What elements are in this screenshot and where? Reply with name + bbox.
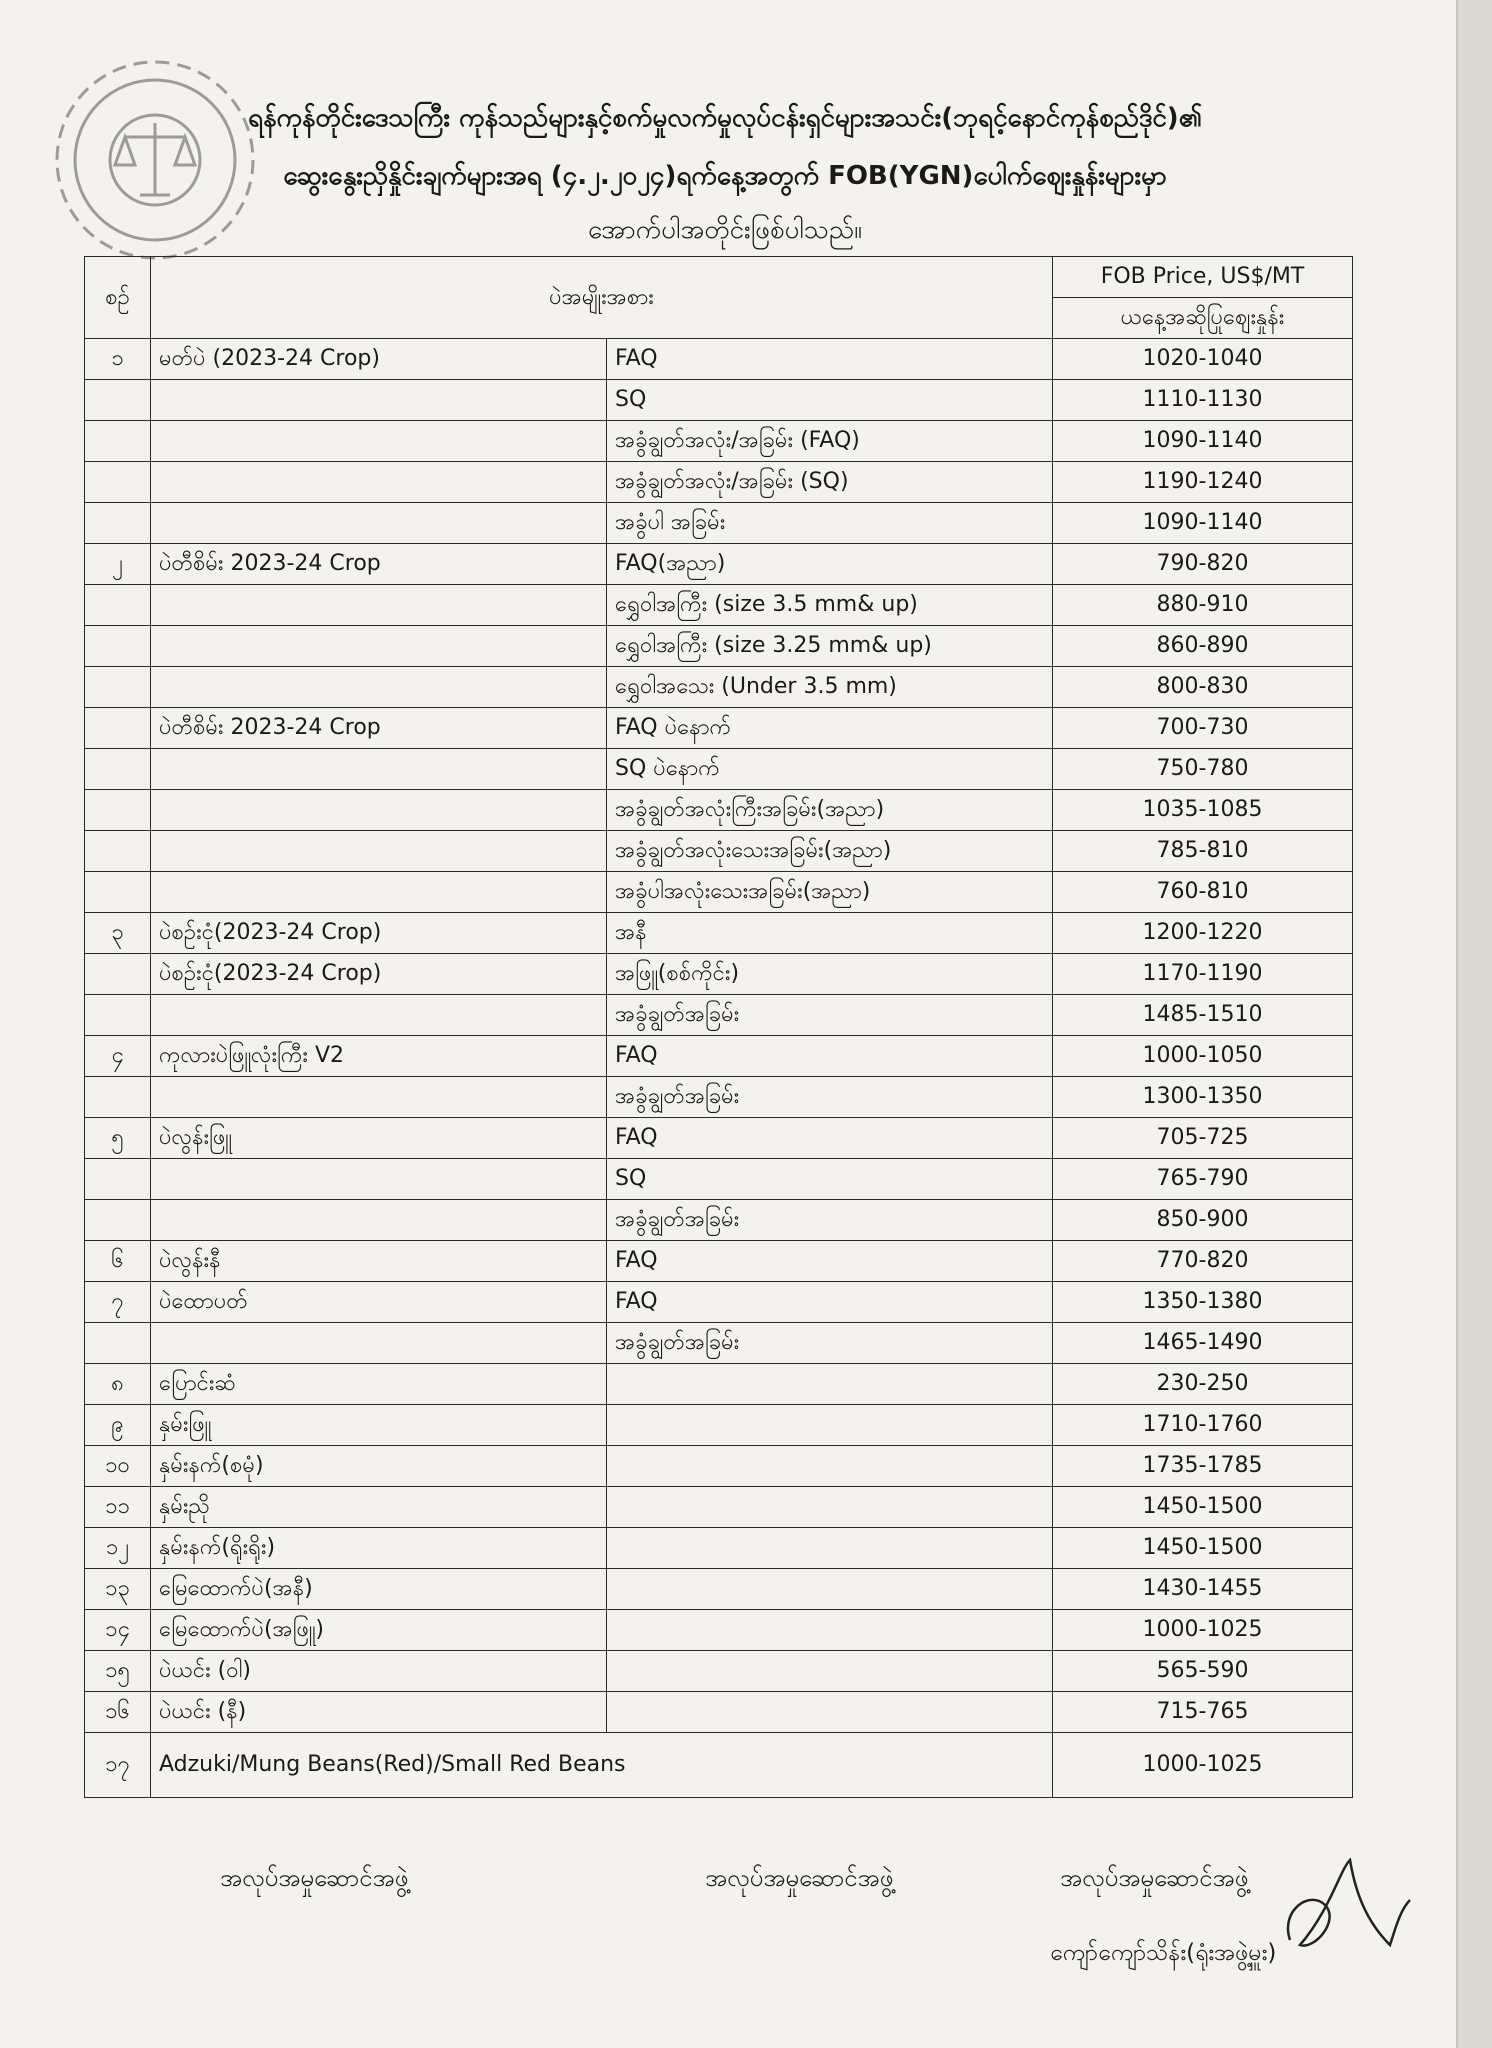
bean-name: ကုလားပဲဖြူလုံးကြီး V2 [151, 1036, 607, 1077]
table-row [85, 503, 1353, 544]
serial-no: ၅ [85, 1118, 151, 1159]
bean-name: ပဲစဉ်းငုံ(2023-24 Crop) [151, 954, 607, 995]
serial-no [85, 831, 151, 872]
price-range: 880-910 [1053, 585, 1353, 626]
grade-name: FAQ [607, 1241, 1053, 1282]
price-range: 715-765 [1053, 1692, 1353, 1733]
serial-no: ၁၇ [85, 1733, 151, 1798]
serial-no [85, 708, 151, 749]
price-range: 750-780 [1053, 749, 1353, 790]
table-row [85, 339, 1353, 380]
table-row [85, 1282, 1353, 1323]
price-range: 1090-1140 [1053, 503, 1353, 544]
table-row [85, 544, 1353, 585]
signature-label-2: အလုပ်အမှုဆောင်အဖွဲ့ [705, 1864, 894, 1892]
grade-name: FAQ [607, 1036, 1053, 1077]
bean-name [151, 1200, 607, 1241]
serial-no: ၁၁ [85, 1487, 151, 1528]
grade-name: အခွံချွတ်အလုံး/အခြမ်း (SQ) [607, 462, 1053, 503]
serial-no: ၆ [85, 1241, 151, 1282]
serial-no [85, 667, 151, 708]
price-range: 1190-1240 [1053, 462, 1353, 503]
price-range: 800-830 [1053, 667, 1353, 708]
grade-name: ရွှေဝါအကြီး (size 3.25 mm& up) [607, 626, 1053, 667]
price-range: 700-730 [1053, 708, 1353, 749]
table-row [85, 872, 1353, 913]
bean-name: ပဲစဉ်းငုံ(2023-24 Crop) [151, 913, 607, 954]
table-row [85, 421, 1353, 462]
price-range: 1450-1500 [1053, 1528, 1353, 1569]
grade-name: အခွံချွတ်အလုံးကြီးအခြမ်း(အညာ) [607, 790, 1053, 831]
serial-no [85, 954, 151, 995]
price-range: 565-590 [1053, 1651, 1353, 1692]
grade-name: အခွံပါ အခြမ်း [607, 503, 1053, 544]
title-line-1: ရန်ကုန်တိုင်းဒေသကြီး ကုန်သည်များနှင့်စက်မှုလက်မှုလုပ်ငန်းရှင်များအသင်း(ဘုရင့်နောင်ကုန်စည်ဒိုင်)၏ [248, 103, 1202, 133]
serial-no: ၁ [85, 339, 151, 380]
bean-name: ပဲယင်း (ဝါ) [151, 1651, 607, 1692]
price-range: 1000-1025 [1053, 1733, 1353, 1798]
grade-name [607, 1610, 1053, 1651]
handwritten-signature [1270, 1850, 1420, 1970]
grade-name: FAQ(အညာ) [607, 544, 1053, 585]
serial-no [85, 1159, 151, 1200]
serial-no [85, 995, 151, 1036]
price-range: 1035-1085 [1053, 790, 1353, 831]
bean-name [151, 667, 607, 708]
price-range: 790-820 [1053, 544, 1353, 585]
table-row [85, 1077, 1353, 1118]
grade-name [607, 1528, 1053, 1569]
bean-name [151, 585, 607, 626]
price-range: 1485-1510 [1053, 995, 1353, 1036]
serial-no: ၁၅ [85, 1651, 151, 1692]
price-range: 1350-1380 [1053, 1282, 1353, 1323]
header-fob-price: FOB Price, US$/MT [1053, 257, 1353, 298]
table-row [85, 1200, 1353, 1241]
price-range: 1170-1190 [1053, 954, 1353, 995]
title-line-3: အောက်ပါအတိုင်းဖြစ်ပါသည်။ [588, 215, 862, 245]
price-range: 785-810 [1053, 831, 1353, 872]
price-range: 1200-1220 [1053, 913, 1353, 954]
table-row [85, 380, 1353, 421]
serial-no: ၄ [85, 1036, 151, 1077]
serial-no: ၉ [85, 1405, 151, 1446]
serial-no [85, 503, 151, 544]
bean-name [151, 831, 607, 872]
table-row [85, 954, 1353, 995]
grade-name: SQ [607, 1159, 1053, 1200]
grade-name: ရွှေဝါအကြီး (size 3.5 mm& up) [607, 585, 1053, 626]
serial-no: ၈ [85, 1364, 151, 1405]
table-row [85, 749, 1353, 790]
table-row [85, 1692, 1353, 1733]
serial-no [85, 1200, 151, 1241]
serial-no: ၁၃ [85, 1569, 151, 1610]
price-range: 230-250 [1053, 1364, 1353, 1405]
bean-name: မတ်ပဲ (2023-24 Crop) [151, 339, 607, 380]
grade-name: SQ [607, 380, 1053, 421]
bean-name [151, 1159, 607, 1200]
price-range: 770-820 [1053, 1241, 1353, 1282]
grade-name: FAQ [607, 1282, 1053, 1323]
table-row [85, 995, 1353, 1036]
page-edge [1456, 0, 1492, 2048]
price-range: 1000-1050 [1053, 1036, 1353, 1077]
price-range: 850-900 [1053, 1200, 1353, 1241]
grade-name: အခွံချွတ်အခြမ်း [607, 1077, 1053, 1118]
table-row [85, 626, 1353, 667]
grade-name: အခွံချွတ်အလုံးသေးအခြမ်း(အညာ) [607, 831, 1053, 872]
table-row [85, 1487, 1353, 1528]
serial-no: ၃ [85, 913, 151, 954]
bean-name [151, 872, 607, 913]
table-row [85, 585, 1353, 626]
serial-no [85, 1323, 151, 1364]
serial-no [85, 872, 151, 913]
serial-no: ၁၄ [85, 1610, 151, 1651]
table-row [85, 1528, 1353, 1569]
grade-name [607, 1569, 1053, 1610]
bean-name: နှမ်းနက်(ရိုးရိုး) [151, 1528, 607, 1569]
price-range: 1020-1040 [1053, 339, 1353, 380]
header-proposed-price: ယနေ့အဆိုပြုဈေးနှုန်း [1053, 298, 1353, 339]
bean-name: နှမ်းနက်(စမုံ) [151, 1446, 607, 1487]
table-row [85, 1159, 1353, 1200]
table-row [85, 1323, 1353, 1364]
grade-name: အခွံချွတ်အခြမ်း [607, 1200, 1053, 1241]
table-row [85, 462, 1353, 503]
table-row [85, 913, 1353, 954]
bean-name: ပဲလွန်းဖြူ [151, 1118, 607, 1159]
price-range: 1110-1130 [1053, 380, 1353, 421]
header-serial-no: စဉ် [85, 257, 151, 339]
bean-name [151, 380, 607, 421]
bean-name [151, 503, 607, 544]
signer-name: ကျော်ကျော်သိန်း(ရုံးအဖွဲ့မှူး) [1050, 1940, 1277, 1966]
bean-name [151, 1077, 607, 1118]
table-row [85, 1405, 1353, 1446]
table-row [85, 708, 1353, 749]
table-row [85, 1118, 1353, 1159]
serial-no: ၁၂ [85, 1528, 151, 1569]
bean-name [151, 462, 607, 503]
serial-no [85, 421, 151, 462]
table-row [85, 667, 1353, 708]
serial-no [85, 462, 151, 503]
serial-no: ၁၀ [85, 1446, 151, 1487]
price-range: 1090-1140 [1053, 421, 1353, 462]
bean-name: မြေထောက်ပဲ(အဖြူ) [151, 1610, 607, 1651]
price-range: 760-810 [1053, 872, 1353, 913]
table-row [85, 790, 1353, 831]
grade-name: FAQ [607, 1118, 1053, 1159]
price-range: 705-725 [1053, 1118, 1353, 1159]
grade-name: SQ ပဲနောက် [607, 749, 1053, 790]
bean-name: ပဲတီစိမ်း 2023-24 Crop [151, 544, 607, 585]
price-range: 860-890 [1053, 626, 1353, 667]
table-row [85, 1036, 1353, 1077]
price-range: 1735-1785 [1053, 1446, 1353, 1487]
serial-no [85, 790, 151, 831]
table-row [85, 1364, 1353, 1405]
serial-no [85, 380, 151, 421]
grade-name: FAQ ပဲနောက် [607, 708, 1053, 749]
bean-name [151, 1323, 607, 1364]
bean-name [151, 626, 607, 667]
table-row [85, 1241, 1353, 1282]
grade-name [607, 1692, 1053, 1733]
serial-no: ၇ [85, 1282, 151, 1323]
grade-name [607, 1405, 1053, 1446]
serial-no: ၁၆ [85, 1692, 151, 1733]
price-range: 1000-1025 [1053, 1610, 1353, 1651]
bean-name: ပဲထောပတ် [151, 1282, 607, 1323]
price-table-body [85, 339, 1353, 1733]
signature-label-3: အလုပ်အမှုဆောင်အဖွဲ့ [1060, 1864, 1249, 1892]
signature-label-1: အလုပ်အမှုဆောင်အဖွဲ့ [220, 1864, 409, 1892]
price-range: 1430-1455 [1053, 1569, 1353, 1610]
bean-name [151, 421, 607, 462]
table-row [85, 1733, 1353, 1798]
serial-no [85, 1077, 151, 1118]
price-table [84, 256, 1353, 1798]
serial-no [85, 749, 151, 790]
bean-name: Adzuki/Mung Beans(Red)/Small Red Beans [151, 1733, 1053, 1798]
bean-name: နှမ်းဖြူ [151, 1405, 607, 1446]
grade-name [607, 1487, 1053, 1528]
table-row [85, 1446, 1353, 1487]
grade-name: အခွံချွတ်အလုံး/အခြမ်း (FAQ) [607, 421, 1053, 462]
grade-name: အဖြူ(စစ်ကိုင်း) [607, 954, 1053, 995]
price-range: 1300-1350 [1053, 1077, 1353, 1118]
header-bean-type: ပဲအမျိုးအစား [151, 257, 1053, 339]
bean-name [151, 995, 607, 1036]
grade-name: အခွံချွတ်အခြမ်း [607, 1323, 1053, 1364]
bean-name [151, 749, 607, 790]
table-row [85, 1610, 1353, 1651]
price-range: 1450-1500 [1053, 1487, 1353, 1528]
grade-name [607, 1364, 1053, 1405]
grade-name: FAQ [607, 339, 1053, 380]
bean-name: ပဲယင်း (နီ) [151, 1692, 607, 1733]
bean-name: မြေထောက်ပဲ(အနီ) [151, 1569, 607, 1610]
grade-name: အနီ [607, 913, 1053, 954]
grade-name [607, 1446, 1053, 1487]
bean-name: ပဲတီစိမ်း 2023-24 Crop [151, 708, 607, 749]
bean-name: ပြောင်းဆံ [151, 1364, 607, 1405]
serial-no: ၂ [85, 544, 151, 585]
title-line-2: ဆွေးနွေးညှိနှိုင်းချက်များအရ (၄.၂.၂၀၂၄)ရက်နေ့အတွက် FOB(YGN)ပေါက်ဈေးနှုန်းများမှာ [283, 161, 1167, 191]
table-row [85, 1651, 1353, 1692]
grade-name [607, 1651, 1053, 1692]
bean-name: ပဲလွန်းနီ [151, 1241, 607, 1282]
serial-no [85, 626, 151, 667]
price-range: 1465-1490 [1053, 1323, 1353, 1364]
table-row [85, 831, 1353, 872]
grade-name: အခွံပါအလုံးသေးအခြမ်း(အညာ) [607, 872, 1053, 913]
price-range: 765-790 [1053, 1159, 1353, 1200]
table-row [85, 1569, 1353, 1610]
grade-name: ရွှေဝါအသေး (Under 3.5 mm) [607, 667, 1053, 708]
price-range: 1710-1760 [1053, 1405, 1353, 1446]
grade-name: အခွံချွတ်အခြမ်း [607, 995, 1053, 1036]
bean-name [151, 790, 607, 831]
serial-no [85, 585, 151, 626]
bean-name: နှမ်းညို [151, 1487, 607, 1528]
